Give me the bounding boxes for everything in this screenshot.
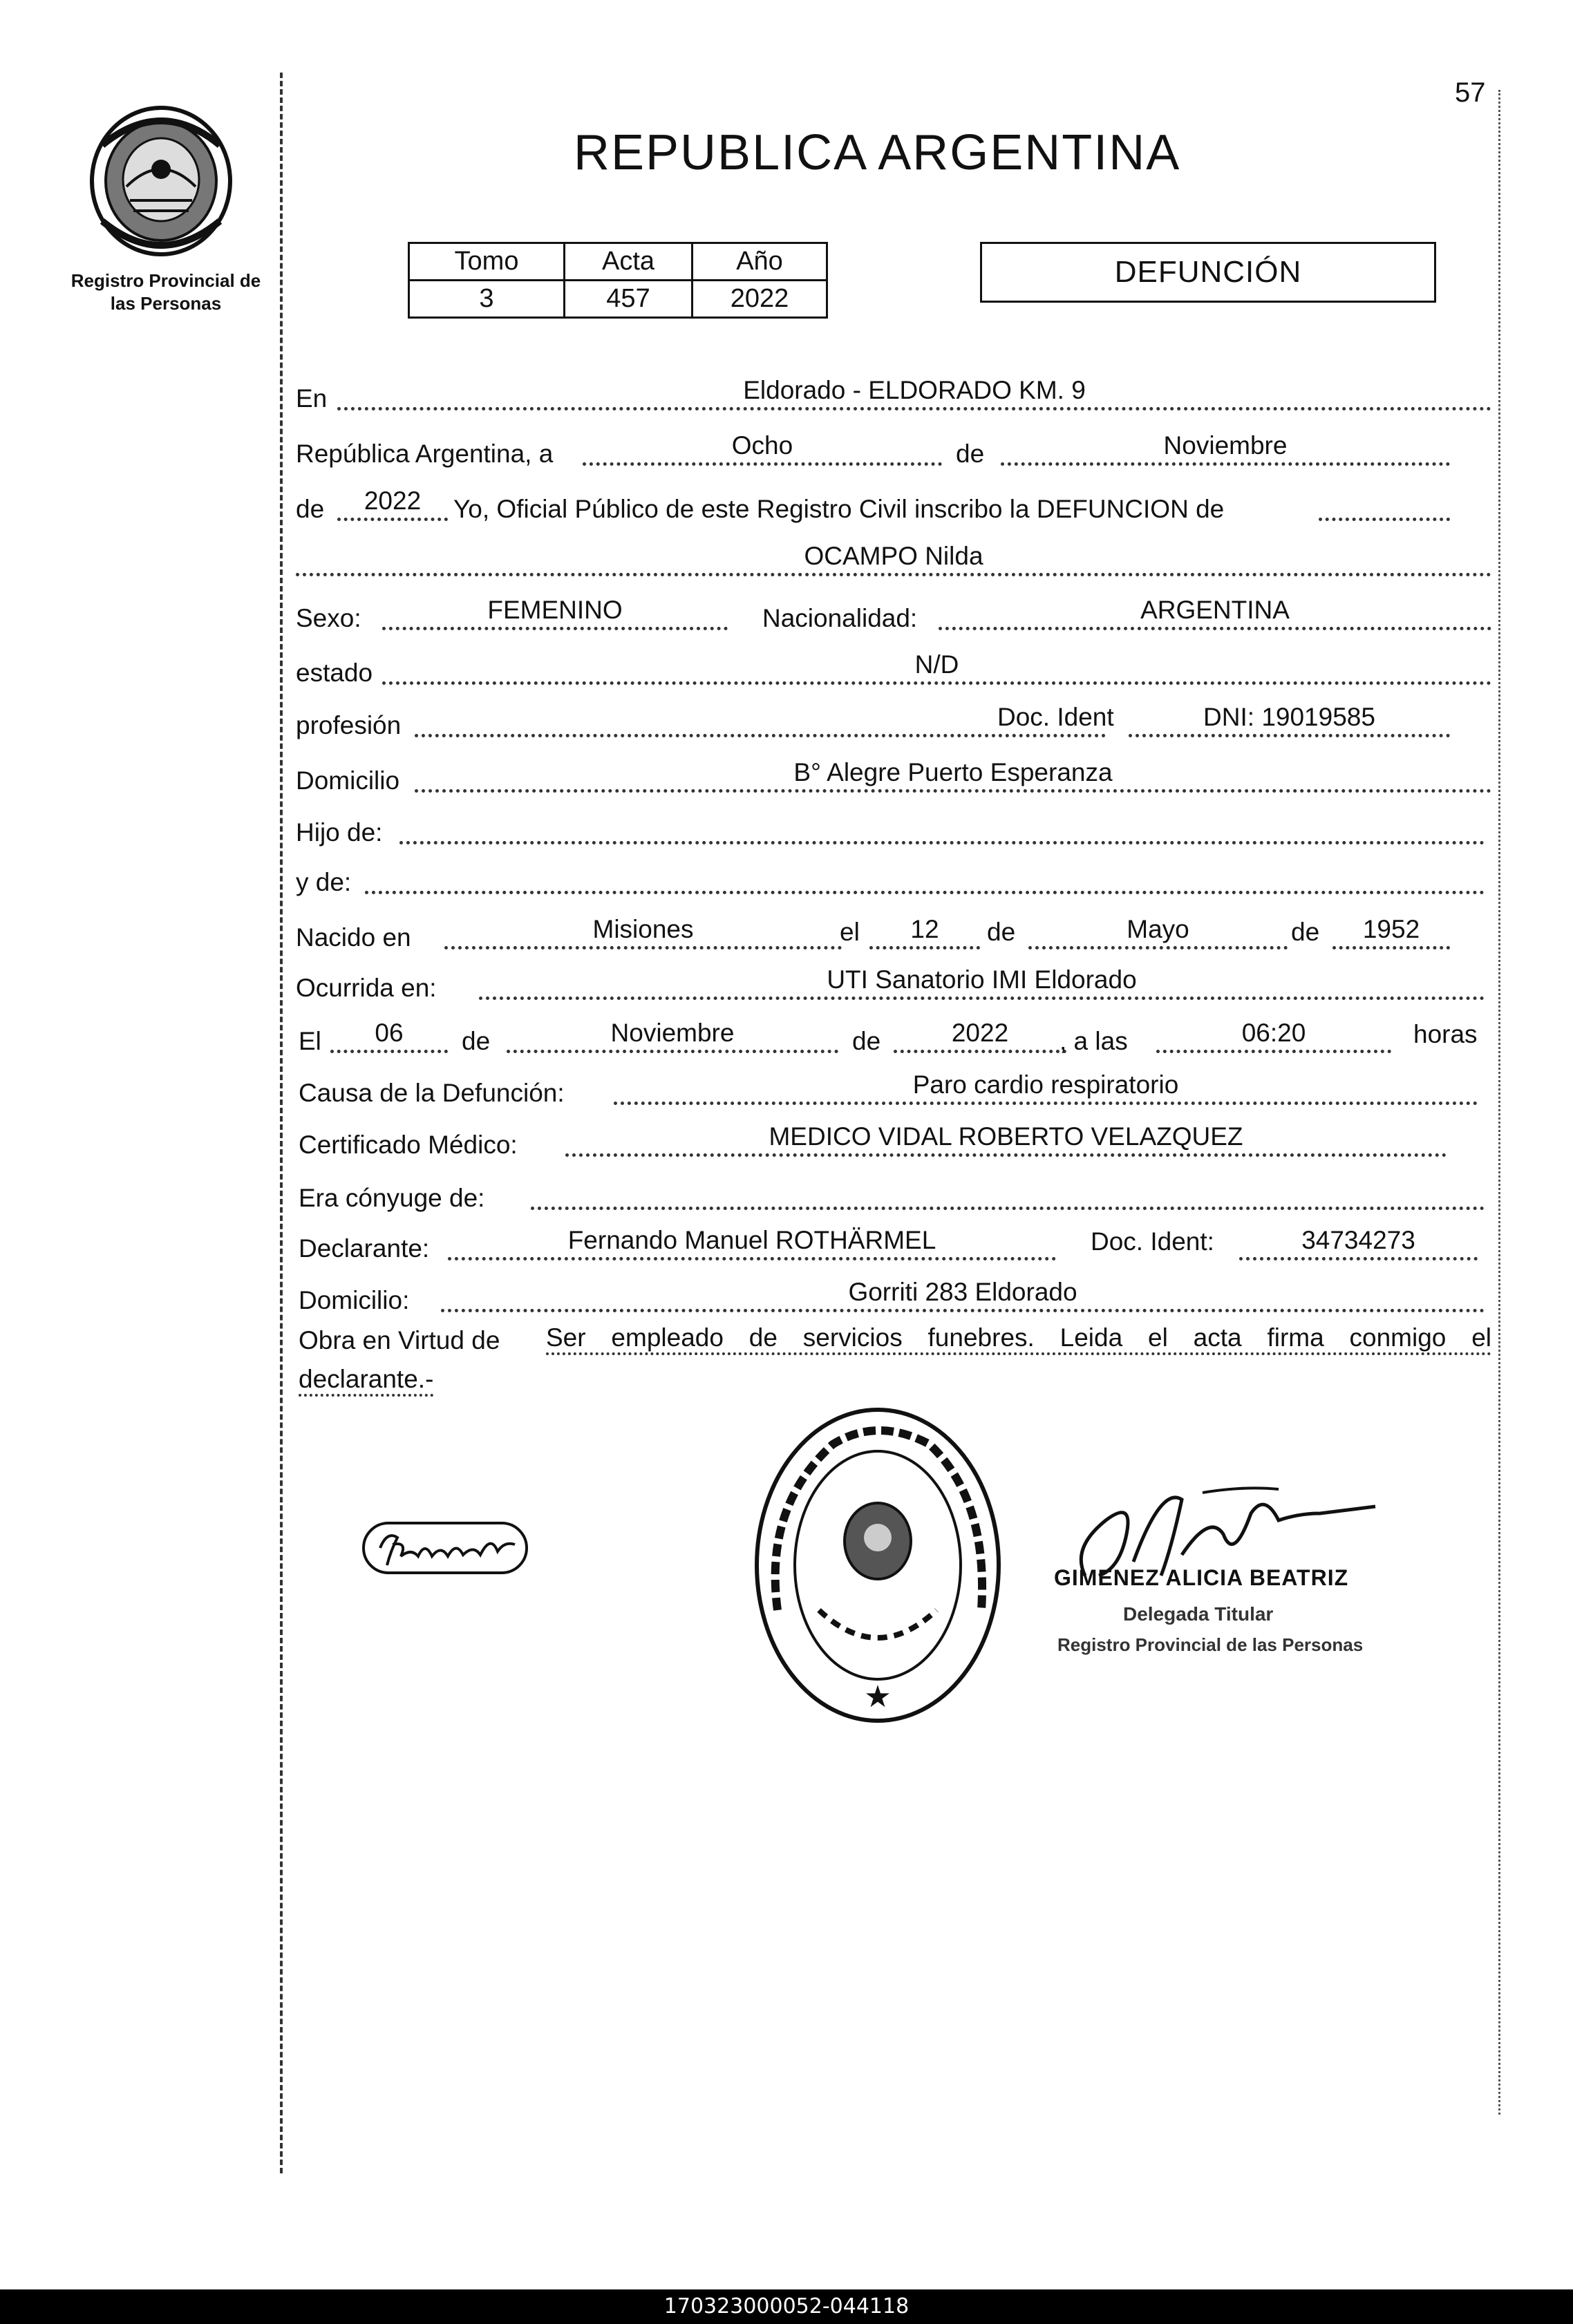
label-yo-oficial: Yo, Oficial Público de este Registro Civil inscribo la DEFUNCION de (453, 495, 1225, 523)
label-de-1: de (956, 440, 985, 468)
tomo-value: 3 (409, 281, 565, 318)
label-hijo-de: Hijo de: (296, 818, 383, 847)
right-edge-line (1498, 90, 1500, 2115)
value-declarant-address: Gorriti 283 Eldorado (848, 1278, 1077, 1306)
value-death-year: 2022 (951, 1019, 1009, 1047)
label-certificado: Certificado Médico: (299, 1131, 518, 1159)
row-spouse (296, 1173, 1491, 1214)
row-declarant (296, 1223, 1491, 1265)
label-en: En (296, 384, 328, 413)
label-el-death: El (299, 1027, 321, 1055)
row-place (296, 373, 1491, 415)
label-sexo: Sexo: (296, 604, 361, 632)
value-death-day: 06 (375, 1019, 404, 1047)
label-nacionalidad: Nacionalidad: (762, 604, 918, 632)
row-deceased-name (296, 539, 1491, 580)
label-a-las: , a las (1059, 1027, 1128, 1055)
value-address: B° Alegre Puerto Esperanza (793, 758, 1113, 786)
record-type-box: DEFUNCIÓN (980, 242, 1436, 303)
document-title: REPUBLICA ARGENTINA (574, 125, 1181, 180)
closing-line-2: declarante.- (299, 1365, 433, 1397)
acta-value: 457 (565, 281, 693, 318)
row-sex-nationality (296, 593, 1491, 634)
row-death-place (296, 963, 1491, 1004)
registry-name: Registro Provincial de las Personas (70, 270, 261, 314)
label-nacido-en: Nacido en (296, 923, 411, 952)
margin-line (280, 73, 283, 2173)
row-mother (296, 857, 1491, 898)
value-day-words: Ocho (731, 431, 793, 460)
row-date (296, 428, 1491, 470)
row-profession-doc (296, 700, 1491, 741)
row-declarant-address (296, 1275, 1491, 1316)
closing-line-1: Ser empleado de servicios funebres. Leida el acta firma conmigo el (546, 1323, 1491, 1355)
value-birth-place: Misiones (592, 915, 694, 943)
value-death-place: UTI Sanatorio IMI Eldorado (827, 965, 1137, 994)
label-domicilio-declarant: Domicilio: (299, 1286, 410, 1314)
label-de-birth-2: de (1291, 918, 1320, 946)
row-civil-status (296, 648, 1491, 689)
value-birth-month: Mayo (1127, 915, 1189, 943)
footer-code: 170323000052-044118 (0, 2289, 1573, 2324)
row-father (296, 807, 1491, 849)
value-birth-year: 1952 (1362, 915, 1420, 943)
label-y-de: y de: (296, 868, 352, 896)
row-death-date (296, 1016, 1491, 1057)
tomo-header: Tomo (409, 243, 565, 281)
label-profesion: profesión (296, 711, 402, 739)
label-doc-ident: Doc. Ident (997, 703, 1114, 731)
value-nationality: ARGENTINA (1140, 596, 1290, 624)
value-doc-ident: DNI: 19019585 (1203, 703, 1375, 731)
misiones-emblem-icon (82, 104, 241, 259)
ano-header: Año (693, 243, 827, 281)
row-year-statement (296, 484, 1491, 525)
label-de-2: de (296, 495, 325, 523)
acta-header: Acta (565, 243, 693, 281)
label-obra: Obra en Virtud de (299, 1326, 500, 1354)
book-reference-table (408, 242, 828, 319)
declarant-signature (359, 1513, 532, 1589)
official-role: Delegada Titular (1123, 1603, 1274, 1625)
value-declarant-doc: 34734273 (1301, 1226, 1415, 1254)
page-number: 57 (1455, 77, 1486, 108)
value-deceased-name: OCAMPO Nilda (804, 542, 983, 570)
label-estado: estado (296, 659, 373, 687)
ano-value: 2022 (693, 281, 827, 318)
value-civil-status: N/D (914, 650, 959, 679)
value-place: Eldorado - ELDORADO KM. 9 (743, 376, 1086, 404)
official-seal (750, 1403, 1006, 1728)
label-causa: Causa de la Defunción: (299, 1079, 565, 1107)
label-de-birth-1: de (987, 918, 1016, 946)
row-address (296, 755, 1491, 797)
label-declarante: Declarante: (299, 1234, 430, 1263)
official-office: Registro Provincial de las Personas (1057, 1634, 1364, 1655)
value-sex: FEMENINO (487, 596, 623, 624)
row-cause (296, 1068, 1491, 1109)
svg-text:★: ★ (864, 1680, 892, 1714)
row-birth (296, 912, 1491, 954)
label-conyuge: Era cónyuge de: (299, 1184, 485, 1212)
label-el-birth: el (840, 918, 860, 946)
official-name: GIMENEZ ALICIA BEATRIZ (1054, 1565, 1349, 1590)
value-birth-day: 12 (910, 915, 939, 943)
value-cause: Paro cardio respiratorio (912, 1070, 1179, 1099)
value-year: 2022 (364, 486, 422, 515)
label-horas: horas (1413, 1020, 1478, 1048)
value-month: Noviembre (1163, 431, 1288, 460)
value-death-month: Noviembre (610, 1019, 735, 1047)
label-de-death-1: de (462, 1027, 491, 1055)
label-ocurrida-en: Ocurrida en: (296, 974, 437, 1002)
label-de-death-2: de (852, 1027, 881, 1055)
label-doc-ident-declarant: Doc. Ident: (1091, 1227, 1214, 1256)
closing-text (296, 1316, 1491, 1399)
value-medical-certificate: MEDICO VIDAL ROBERTO VELAZQUEZ (769, 1122, 1243, 1151)
value-declarant: Fernando Manuel ROTHÄRMEL (567, 1226, 936, 1254)
label-domicilio: Domicilio (296, 766, 400, 795)
row-medical-certificate (296, 1120, 1491, 1161)
value-death-time: 06:20 (1241, 1019, 1306, 1047)
label-republica: República Argentina, a (296, 440, 554, 468)
